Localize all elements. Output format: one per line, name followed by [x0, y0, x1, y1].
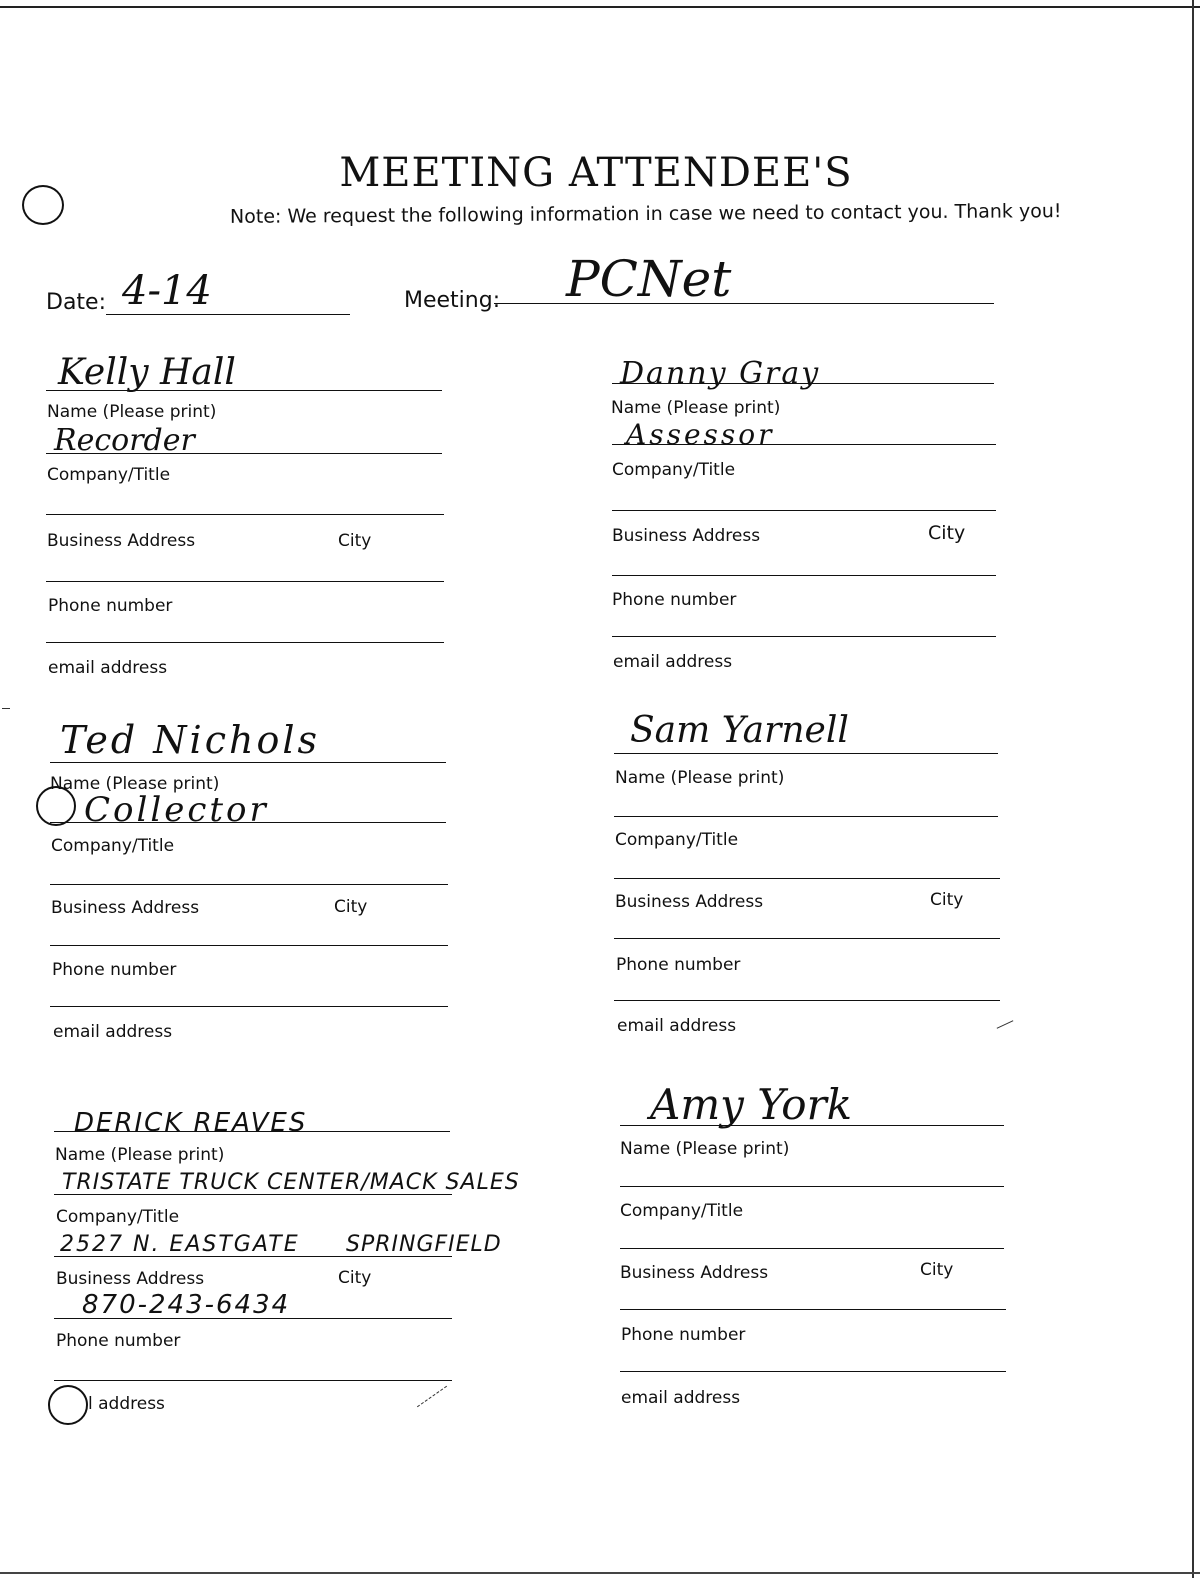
attendee-1-name: Kelly Hall: [58, 352, 236, 393]
attendee-6-company-line: [620, 1186, 1004, 1187]
attendee-2-email-label: email address: [613, 652, 733, 672]
stray-mark-2: [417, 1386, 447, 1407]
attendee-3-email-label: email address: [53, 1022, 173, 1042]
attendee-2-company-line: [612, 444, 996, 445]
attendee-2-phone-line: [612, 575, 996, 576]
meeting-value: PCNet: [566, 250, 732, 308]
attendee-4-company-label: Company/Title: [615, 830, 739, 850]
attendee-5-company-label: Company/Title: [56, 1207, 180, 1227]
attendee-2-city-label: City: [928, 522, 966, 544]
stray-mark: [997, 1020, 1014, 1029]
attendee-2-email-line: [612, 636, 996, 637]
attendee-3-company-label: Company/Title: [51, 836, 175, 856]
attendee-4-phone-line: [614, 938, 1000, 939]
attendee-1-company-label: Company/Title: [47, 465, 171, 485]
attendee-3-email-line: [50, 1006, 448, 1007]
attendee-3-name: Ted Nichols: [60, 718, 320, 762]
date-value: 4-14: [122, 268, 212, 314]
attendee-2-name-label: Name (Please print): [611, 398, 781, 418]
attendee-4-email-label: email address: [617, 1016, 737, 1036]
attendee-5-phone-line: [54, 1318, 452, 1319]
attendee-5-name-line: [54, 1131, 450, 1132]
attendee-3-company: Collector: [84, 790, 269, 830]
attendee-4-city-label: City: [930, 890, 964, 910]
date-label: Date:: [46, 290, 106, 315]
attendee-4-phone-label: Phone number: [616, 955, 741, 975]
contact-note: Note: We request the following information in case we need to contact you. Thank you!: [229, 200, 1062, 228]
attendee-5-company: TRISTATE TRUCK CENTER/MACK SALES: [62, 1170, 520, 1195]
attendee-5-email-label: l address: [88, 1394, 165, 1414]
attendee-1-phone-line: [46, 581, 444, 582]
attendee-5-name-label: Name (Please print): [55, 1145, 225, 1165]
attendee-5-company-line: [54, 1194, 452, 1195]
punch-hole-bottom: [48, 1385, 88, 1425]
attendee-1-address-line: [46, 514, 444, 515]
attendee-3-phone-label: Phone number: [52, 960, 177, 980]
attendee-2-address-label: Business Address: [612, 526, 761, 546]
attendee-1-name-line: [46, 390, 442, 391]
attendee-2-phone-label: Phone number: [612, 590, 737, 610]
attendee-4-company-line: [614, 816, 998, 817]
attendee-2-name: Danny Gray: [620, 356, 821, 391]
attendee-3-name-label: Name (Please print): [50, 774, 220, 794]
attendee-1-address-label: Business Address: [47, 531, 196, 551]
attendee-4-email-line: [614, 1000, 1000, 1001]
attendee-5-name: DERICK REAVES: [74, 1108, 308, 1138]
attendee-6-name: Amy York: [650, 1080, 853, 1129]
attendee-3-address-label: Business Address: [51, 898, 200, 918]
attendee-2-name-line: [612, 383, 994, 384]
attendee-3-city-label: City: [334, 897, 368, 917]
attendee-1-company: Recorder: [54, 423, 195, 458]
meeting-label: Meeting:: [404, 288, 501, 313]
attendee-2-company-label: Company/Title: [612, 460, 736, 480]
attendee-6-phone-line: [620, 1309, 1006, 1310]
attendee-1-phone-label: Phone number: [48, 596, 173, 616]
attendee-1-email-label: email address: [48, 658, 168, 678]
attendee-4-name-line: [614, 753, 998, 754]
attendee-1-city-label: City: [338, 531, 372, 551]
attendee-4-address-line: [614, 878, 1000, 879]
attendee-2-company: Assessor: [626, 418, 775, 451]
attendee-5-email-line: [54, 1380, 452, 1381]
attendee-6-phone-label: Phone number: [621, 1325, 746, 1345]
attendee-6-city-label: City: [920, 1260, 954, 1280]
attendee-5-phone: 870-243-6434: [82, 1290, 291, 1320]
attendee-1-company-line: [46, 453, 442, 454]
page-right-edge: [1192, 0, 1194, 1578]
attendee-5-address-line: [54, 1256, 452, 1257]
attendee-5-city: SPRINGFIELD: [346, 1232, 502, 1257]
attendee-4-name-label: Name (Please print): [615, 768, 785, 788]
page-top-edge: [0, 6, 1200, 8]
attendee-5-address: 2527 N. EASTGATE: [60, 1232, 300, 1257]
attendee-6-company-label: Company/Title: [620, 1201, 744, 1221]
attendee-4-address-label: Business Address: [615, 892, 764, 912]
page-title: MEETING ATTENDEE'S: [339, 150, 853, 196]
attendee-6-address-line: [620, 1248, 1004, 1249]
attendee-5-phone-label: Phone number: [56, 1331, 181, 1351]
attendee-1-email-line: [46, 642, 444, 643]
attendee-2-address-line: [612, 510, 996, 511]
margin-mark: [2, 708, 10, 709]
page-bottom-edge: [0, 1572, 1200, 1574]
attendee-3-company-line: [50, 822, 446, 823]
attendee-6-address-label: Business Address: [620, 1263, 769, 1283]
date-line: [106, 314, 350, 315]
attendee-6-name-line: [620, 1125, 1004, 1126]
attendee-6-email-label: email address: [621, 1388, 741, 1408]
attendee-6-name-label: Name (Please print): [620, 1139, 790, 1159]
attendee-3-name-line: [50, 762, 446, 763]
attendee-5-address-label: Business Address: [56, 1269, 205, 1289]
attendee-1-name-label: Name (Please print): [47, 402, 217, 422]
attendee-4-name: Sam Yarnell: [630, 710, 849, 751]
attendee-5-city-label: City: [338, 1268, 372, 1288]
attendee-3-phone-line: [50, 945, 448, 946]
attendee-3-address-line: [50, 884, 448, 885]
attendee-6-email-line: [620, 1371, 1006, 1372]
